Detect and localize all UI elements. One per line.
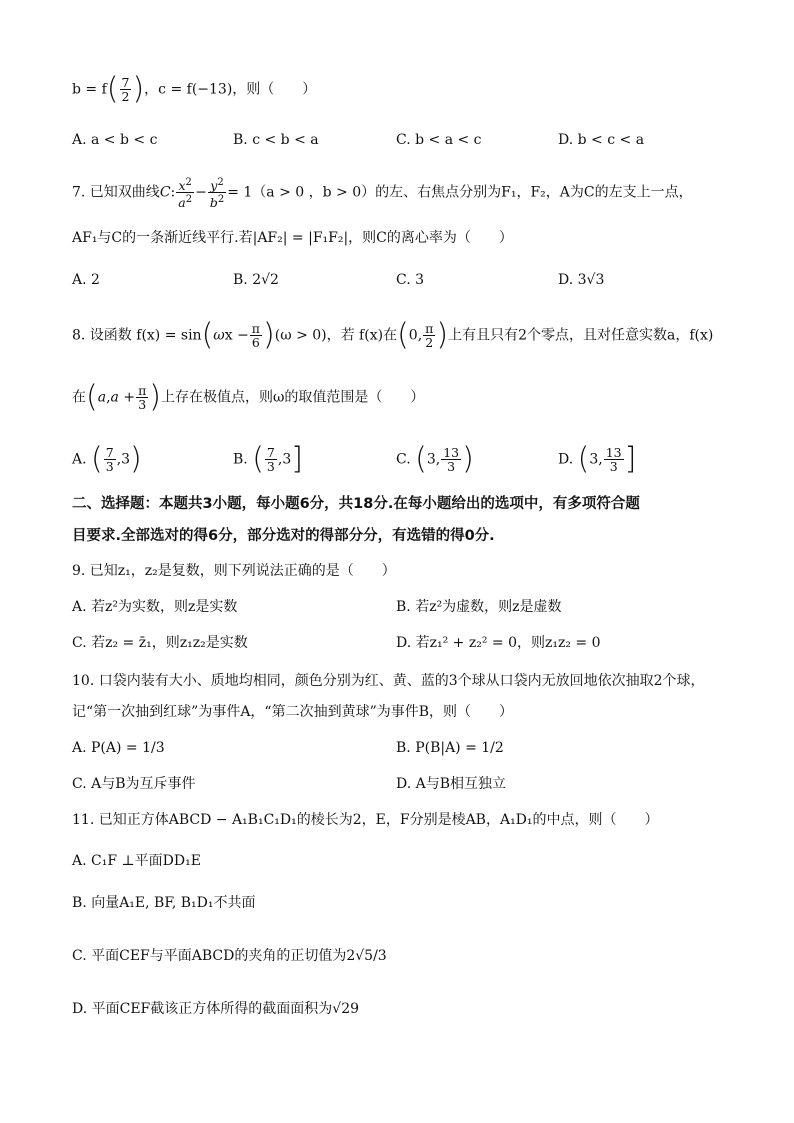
- q9-option-d[interactable]: D. 若z₁² + z₂² = 0，则z₁z₂ = 0: [396, 635, 601, 651]
- q8-option-d[interactable]: D. (3, $\frac{13}{3}$ ]: [558, 441, 637, 477]
- q7-option-d[interactable]: D. 3√3: [558, 272, 605, 288]
- q6-option-d[interactable]: D. b < c < a: [558, 132, 645, 148]
- q10-option-d[interactable]: D. A与B相互独立: [396, 776, 507, 792]
- q10-option-a[interactable]: A. P(A) = 1/3: [72, 740, 165, 756]
- q8-fraction-pi-6: $\frac{\pi}{6}$: [251, 321, 261, 350]
- q9-stem: 9. 已知z₁，z₂是复数，则下列说法正确的是（ ）: [72, 563, 396, 579]
- q8-stem-line1: 8. 设函数 f(x) = sin(ωx − $\frac{\pi}{6}$ )(ω > 0)，若 f(x)在(0, $\frac{\pi}{2}$ )上有且只有2个零点，且对任意实数a，f(x): [72, 317, 714, 353]
- q6-fraction: $\frac{7}{2}$: [121, 75, 130, 104]
- q11-option-c[interactable]: C. 平面CEF与平面ABCD的夹角的正切值为2√5/3: [72, 948, 387, 964]
- q7-fraction-x: $\frac{x^2}{a^2}$: [178, 177, 193, 211]
- q6-option-b[interactable]: B. c < b < a: [233, 132, 319, 148]
- q11-option-d[interactable]: D. 平面CEF截该正方体所得的截面面积为√29: [72, 1001, 360, 1017]
- q7-option-c[interactable]: C. 3: [396, 272, 425, 288]
- q8-option-a[interactable]: A. ( $\frac{7}{3}$ ,3): [72, 441, 142, 477]
- q6-option-a[interactable]: A. a < b < c: [72, 132, 158, 148]
- q10-stem-line1: 10. 口袋内装有大小、质地均相同，颜色分别为红、黄、蓝的3个球从口袋内无放回地依次抽取2个球，: [72, 673, 705, 689]
- q9-option-c[interactable]: C. 若z₂ = z̄₁，则z₁z₂是实数: [72, 635, 248, 651]
- q8-fraction-pi-3: $\frac{\pi}{3}$: [138, 383, 147, 412]
- q8-stem-line2: 在(a,a + $\frac{\pi}{3}$ )上存在极值点，则ω的取值范围是（ ）: [72, 379, 425, 415]
- q7-option-a[interactable]: A. 2: [72, 272, 100, 288]
- q11-option-b[interactable]: B. 向量A₁E, BF, B₁D₁不共面: [72, 895, 256, 911]
- q7-stem-line2: AF₁与C的一条渐近线平行.若|AF₂| = |F₁F₂|，则C的离心率为（ ）: [72, 230, 513, 246]
- section2-heading-line1: 二、选择题：本题共3小题，每小题6分，共18分.在每小题给出的选项中，有多项符合题: [72, 496, 640, 512]
- q10-stem-line2: 记“第一次抽到红球”为事件A，“第二次抽到黄球”为事件B，则（ ）: [72, 704, 514, 720]
- section2-heading-line2: 目要求.全部选对的得6分，部分选对的得部分分，有选错的得0分.: [72, 528, 495, 544]
- q8-option-b[interactable]: B. ( $\frac{7}{3}$ ,3]: [233, 441, 303, 477]
- q8-option-c[interactable]: C. (3, $\frac{13}{3}$ ): [396, 441, 474, 477]
- q6-continued-line: b = f( $\frac{7}{2}$ )，c = f(−13)，则（ ）: [72, 71, 317, 107]
- q6-c-expression: ，c = f(−13)，则（ ）: [144, 81, 317, 98]
- q7-fraction-y: $\frac{y^2}{b^2}$: [209, 177, 225, 211]
- q11-stem: 11. 已知正方体ABCD − A₁B₁C₁D₁的棱长为2，E，F分别是棱AB，A₁D₁的中点，则（ ）: [72, 812, 659, 828]
- q6-option-c[interactable]: C. b < a < c: [396, 132, 482, 148]
- q7-stem-line1: 7. 已知双曲线C: $\frac{x^2}{a^2}$ − $\frac{y^2}{b^2}$ = 1（a > 0 ，b > 0）的左、右焦点分别为F₁，F₂，A为C的左支上一点，: [72, 177, 693, 211]
- q9-option-a[interactable]: A. 若z²为实数，则z是实数: [72, 599, 238, 615]
- q10-option-c[interactable]: C. A与B为互斥事件: [72, 776, 196, 792]
- q11-option-a[interactable]: A. C₁F ⊥平面DD₁E: [72, 853, 201, 869]
- q7-option-b[interactable]: B. 2√2: [233, 272, 279, 288]
- q6-b-expression: b = f: [72, 81, 107, 98]
- q9-option-b[interactable]: B. 若z²为虚数，则z是虚数: [396, 599, 562, 615]
- q8-fraction-pi-2: $\frac{\pi}{2}$: [425, 321, 434, 350]
- q10-option-b[interactable]: B. P(B|A) = 1/2: [396, 740, 504, 756]
